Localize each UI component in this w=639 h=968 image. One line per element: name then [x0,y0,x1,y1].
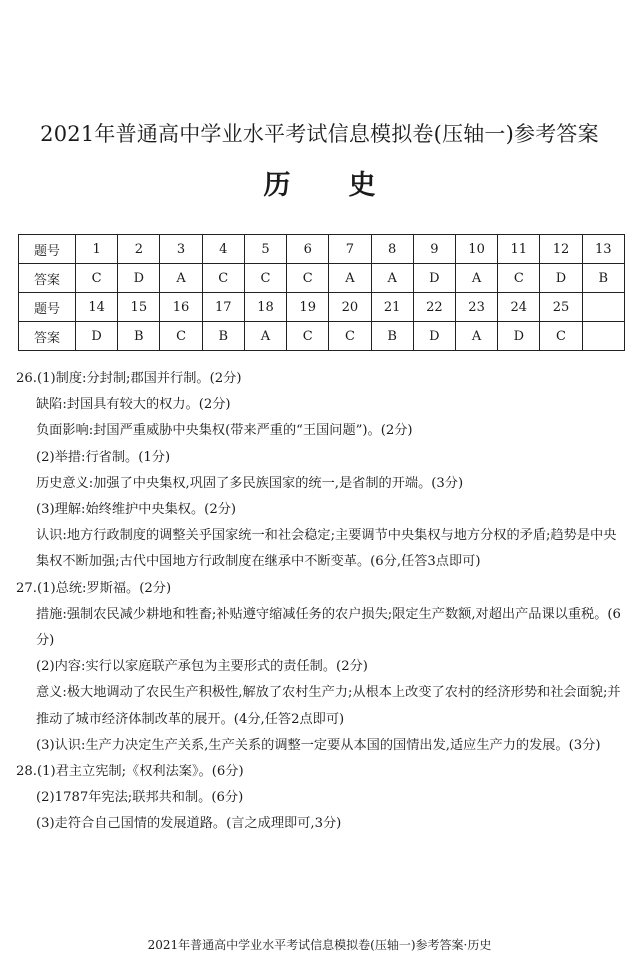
row-header: 答案 [19,322,76,351]
table-cell: A [160,264,202,293]
answer-line: (3)理解:始终维护中央集权。(2分) [36,502,237,518]
answer-line: 缺陷:封国具有较大的权力。(2分) [36,397,231,413]
table-cell: D [413,322,455,351]
table-cell: 9 [413,235,455,264]
table-cell: D [76,322,118,351]
question-block [16,576,628,759]
table-cell: 23 [455,293,497,322]
table-cell: 22 [413,293,455,322]
table-cell: D [118,264,160,293]
table-cell: C [540,322,582,351]
subject-char-2: 史 [348,170,376,201]
table-cell: 14 [76,293,118,322]
table-cell: 2 [118,235,160,264]
table-cell: 12 [540,235,582,264]
table-cell: C [76,264,118,293]
table-row [19,293,625,322]
table-row [19,264,625,293]
document-title: 2021年普通高中学业水平考试信息模拟卷(压轴一)参考答案 [40,122,599,146]
table-cell: D [413,264,455,293]
table-cell: 1 [76,235,118,264]
answer-line: 28.(1)君主立宪制;《权利法案》。(6分) [16,764,244,780]
page-footer: 2021年普通高中学业水平考试信息模拟卷(压轴一)参考答案·历史 [147,938,492,952]
answer-line: 27.(1)总统:罗斯福。(2分) [16,580,172,596]
table-cell: B [202,322,244,351]
table-cell: 4 [202,235,244,264]
table-cell: 15 [118,293,160,322]
subject-heading [0,163,639,202]
table-cell: 6 [287,235,329,264]
table-row [19,235,625,264]
answer-line: 26.(1)制度:分封制;郡国并行制。(2分) [16,371,242,386]
table-cell: A [371,264,413,293]
row-header: 题号 [19,235,76,264]
table-cell: 13 [582,235,624,264]
table-cell: B [371,322,413,351]
table-cell: 17 [202,293,244,322]
table-cell: 16 [160,293,202,322]
answer-line: 负面影响:封国严重威胁中央集权(带来严重的“王国问题”)。(2分) [36,423,413,439]
table-cell: 20 [329,293,371,322]
table-cell: C [160,322,202,351]
table-cell: C [244,264,286,293]
table-cell: C [498,264,540,293]
answer-line: (2)1787年宪法;联邦共和制。(6分) [36,790,244,806]
answer-line: 历史意义:加强了中央集权,巩固了多民族国家的统一,是省制的开端。(3分) [36,475,464,491]
table-row [19,322,625,351]
table-cell: A [329,264,371,293]
table-cell: A [244,322,286,351]
table-cell: A [455,264,497,293]
table-cell: C [287,264,329,293]
table-cell: 25 [540,293,582,322]
question-block [16,759,628,838]
table-cell: C [287,322,329,351]
table-cell: B [118,322,160,351]
answer-line: 认识:地方行政制度的调整关乎国家统一和社会稳定;主要调节中央集权与地方分权的矛盾;趋势是中央集权不断加强;古代中国地方行政制度在继承中不断变革。(6分,任答3点即可) [36,528,617,570]
table-cell: 7 [329,235,371,264]
table-cell: 8 [371,235,413,264]
table-cell: 18 [244,293,286,322]
table-cell: 19 [287,293,329,322]
answer-line: (2)举措:行省制。(1分) [36,449,171,465]
table-cell: 11 [498,235,540,264]
row-header: 题号 [19,293,76,322]
answer-line: (3)认识:生产力决定生产关系,生产关系的调整一定要从本国的国情出发,适应生产力的发展。(3分) [36,737,601,753]
question-block [16,366,628,576]
table-cell [582,293,624,322]
table-cell: 5 [244,235,286,264]
answer-line: 意义:极大地调动了农民生产积极性,解放了农村生产力;从根本上改变了农村的经济形势和社会面貌;并推动了城市经济体制改革的展开。(4分,任答2点即可) [36,685,621,727]
table-cell: 10 [455,235,497,264]
table-cell: C [329,322,371,351]
table-cell: 3 [160,235,202,264]
table-cell: D [498,322,540,351]
table-cell: 24 [498,293,540,322]
table-cell: C [202,264,244,293]
table-cell: B [582,264,624,293]
row-header: 答案 [19,264,76,293]
table-cell [582,322,624,351]
answer-line: 措施:强制农民减少耕地和牲畜;补贴遵守缩减任务的农户损失;限定生产数额,对超出产品课以重税。(6分) [36,606,621,649]
subject-char-1: 历 [263,170,291,201]
answer-line: (3)走符合自己国情的发展道路。(言之成理即可,3分) [36,816,342,832]
table-cell: A [455,322,497,351]
answer-table [18,234,625,351]
table-cell: 21 [371,293,413,322]
answer-line: (2)内容:实行以家庭联产承包为主要形式的责任制。(2分) [36,659,368,675]
answer-explanations [16,366,628,838]
table-cell: D [540,264,582,293]
